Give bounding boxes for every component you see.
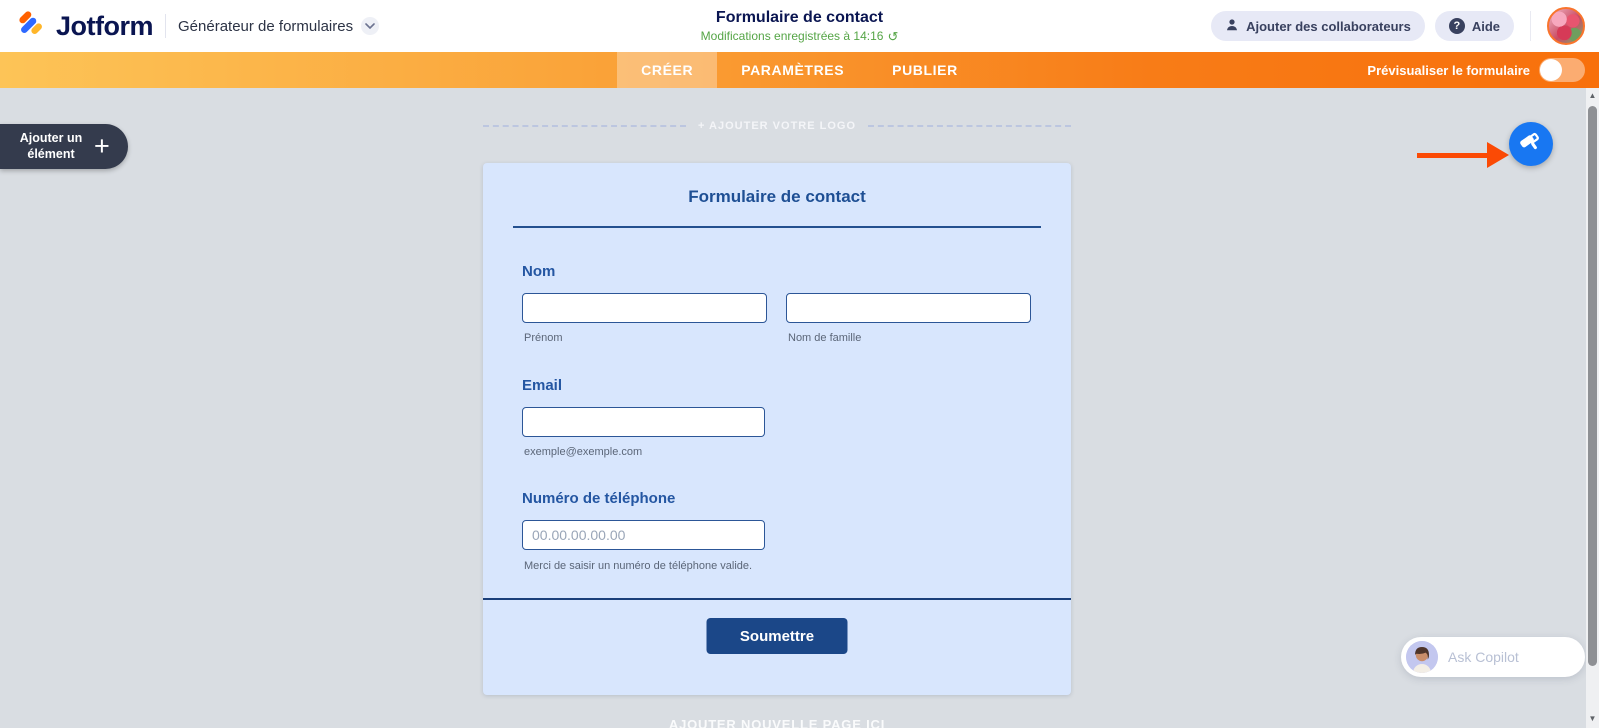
add-element-button[interactable]	[0, 124, 128, 169]
add-element-label: Ajouter un élément	[19, 130, 83, 161]
preview-form-label: Prévisualiser le formulaire	[1367, 62, 1530, 78]
form-card	[483, 163, 1071, 695]
header-actions	[1211, 7, 1585, 45]
form-canvas	[0, 88, 1599, 728]
scroll-down-icon[interactable]: ▼	[1588, 714, 1597, 723]
ask-copilot-widget[interactable]	[1401, 637, 1585, 677]
add-new-page-label[interactable]: AJOUTER NOUVELLE PAGE ICI	[668, 717, 886, 728]
jotform-logo[interactable]	[14, 8, 153, 45]
email-field-label[interactable]: Email	[522, 377, 563, 394]
header-divider	[1530, 11, 1531, 41]
chevron-down-icon	[361, 17, 379, 35]
first-name-input[interactable]	[522, 293, 767, 323]
preview-toggle[interactable]	[1539, 58, 1585, 82]
phone-sublabel: Merci de saisir un numéro de téléphone valide.	[524, 560, 753, 572]
help-icon: ?	[1449, 18, 1465, 34]
page-scrollbar[interactable]	[1586, 88, 1599, 728]
person-icon	[1225, 18, 1239, 35]
phone-field-label[interactable]: Numéro de téléphone	[522, 490, 676, 507]
scroll-up-icon[interactable]: ▲	[1588, 91, 1597, 100]
last-name-input[interactable]	[786, 293, 1031, 323]
preview-toggle-knob	[1540, 59, 1562, 81]
annotation-arrow-head	[1487, 142, 1509, 168]
submit-button[interactable]: Soumettre	[707, 618, 848, 654]
help-label: Aide	[1471, 18, 1500, 34]
last-name-sublabel: Nom de famille	[788, 332, 862, 344]
scrollbar-thumb[interactable]	[1588, 106, 1597, 666]
app-header	[0, 0, 1599, 52]
add-collaborators-label: Ajouter des collaborateurs	[1246, 18, 1411, 34]
add-logo-label: + AJOUTER VOTRE LOGO	[697, 120, 857, 132]
dashed-line-right	[868, 125, 1071, 127]
dashed-line-left	[483, 125, 686, 127]
tab-parametres[interactable]: PARAMÈTRES	[741, 62, 845, 78]
form-card-title[interactable]: Formulaire de contact	[688, 187, 866, 206]
add-logo-area[interactable]	[483, 120, 1071, 132]
product-switcher-label: Générateur de formulaires	[178, 17, 354, 35]
paint-roller-icon	[1520, 132, 1542, 157]
preview-group	[1367, 52, 1585, 88]
card-divider	[483, 598, 1071, 600]
save-status-text: Modifications enregistrées à 14:16	[700, 29, 884, 43]
add-collaborators-button[interactable]	[1211, 11, 1425, 41]
email-input[interactable]	[522, 407, 765, 437]
brand-name: Jotform	[56, 10, 153, 41]
tab-publier[interactable]: PUBLIER	[892, 62, 958, 78]
page-title: Formulaire de contact	[715, 9, 884, 26]
jotform-logo-icon	[14, 8, 46, 45]
form-title-underline	[513, 226, 1041, 228]
annotation-arrow	[1417, 142, 1509, 168]
name-field-label[interactable]: Nom	[522, 263, 556, 280]
phone-input[interactable]	[522, 520, 765, 550]
plus-icon: +	[94, 131, 110, 161]
builder-navbar	[0, 52, 1599, 88]
copilot-avatar	[1406, 641, 1438, 673]
copilot-label: Ask Copilot	[1448, 649, 1519, 665]
product-switcher[interactable]	[178, 17, 379, 35]
first-name-sublabel: Prénom	[524, 332, 563, 344]
header-separator	[165, 14, 166, 38]
help-button[interactable]	[1435, 11, 1514, 41]
revert-icon[interactable]: ↺	[887, 28, 899, 44]
tab-creer[interactable]: CRÉER	[617, 52, 717, 88]
annotation-arrow-shaft	[1417, 153, 1489, 158]
save-status	[701, 29, 899, 43]
form-designer-button[interactable]	[1509, 122, 1553, 166]
email-sublabel: exemple@exemple.com	[524, 446, 643, 458]
user-avatar[interactable]	[1547, 7, 1585, 45]
